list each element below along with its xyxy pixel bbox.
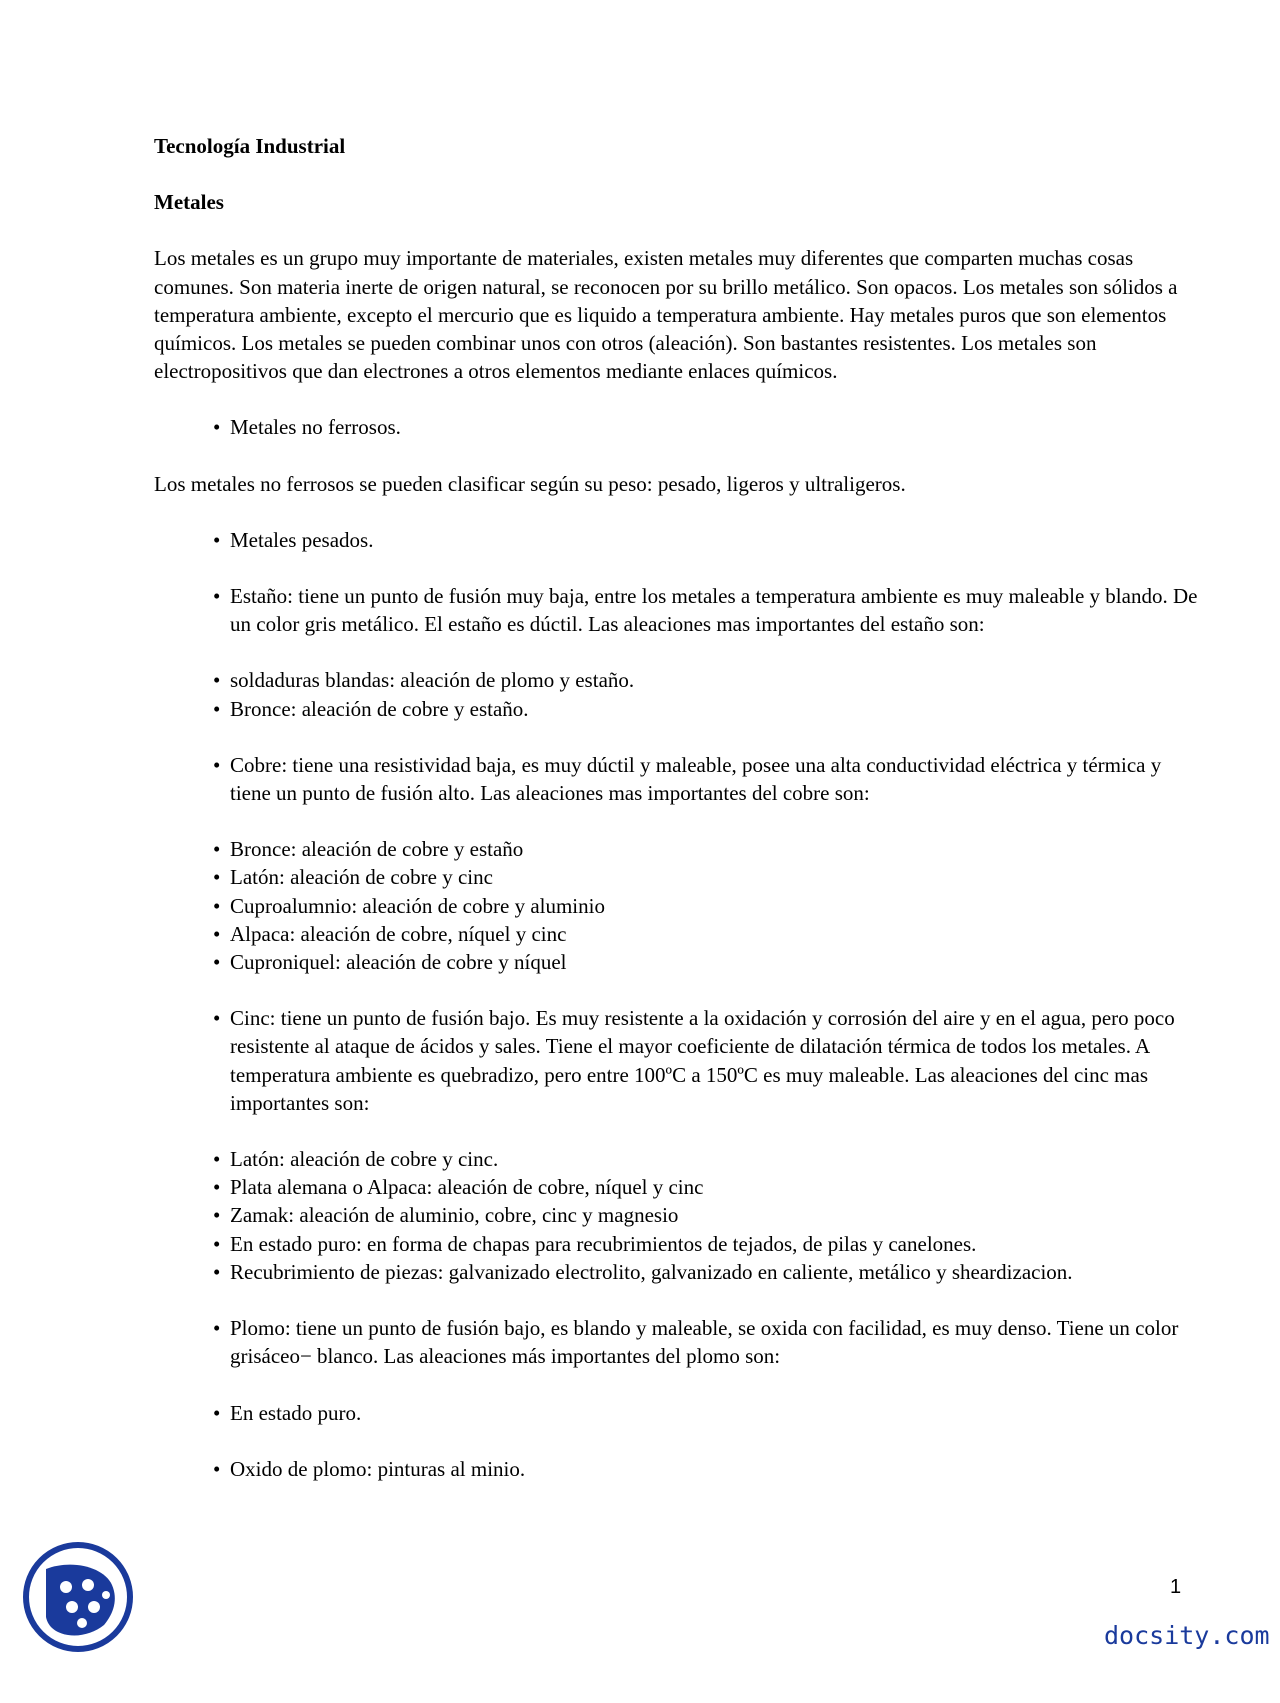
bullet-icon: • (213, 921, 221, 946)
document-title: Tecnología Industrial (154, 134, 346, 158)
list-item: • Zamak: aleación de aluminio, cobre, cinc y magnesio (154, 1201, 1204, 1229)
bullet-icon: • (213, 1175, 221, 1200)
list-item: • Cuproalumnio: aleación de cobre y aluminio (154, 892, 1204, 920)
lead-uses-list-1 (154, 1399, 1204, 1427)
list-item: • Bronce: aleación de cobre y estaño (154, 835, 1204, 863)
bullet-icon: • (213, 696, 221, 721)
copper-alloys-list (154, 835, 1204, 976)
lead-uses-list-2 (154, 1455, 1204, 1483)
tin-alloys-list (154, 666, 1204, 722)
intro-paragraph: Los metales es un grupo muy importante de materiales, existen metales muy diferentes que comparten muchas cosas comunes. Son materia inerte de origen natural, se reconocen por su brillo metálico. Son opacos. Los metales son sólidos a temperatura ambiente, excepto el mercurio que es liquido a temperatura ambiente. Hay metales puros que son elementos químicos. Los metales se pueden combinar unos con otros (aleación). Son bastantes resistentes. Los metales son electropositivos que dan electrones a otros elementos mediante enlaces químicos. (154, 246, 1178, 384)
list-item: • Latón: aleación de cobre y cinc. (154, 1145, 1204, 1173)
docsity-logo-icon[interactable] (22, 1541, 134, 1653)
list-item: • Metales no ferrosos. (154, 413, 1204, 441)
zinc-alloys-list (154, 1145, 1204, 1286)
list-item: • Cuproniquel: aleación de cobre y níquel (154, 948, 1204, 976)
document-body (154, 132, 1204, 1511)
list-item: • Recubrimiento de piezas: galvanizado electrolito, galvanizado en caliente, metálico y sheardizacion. (154, 1258, 1204, 1286)
list-item: • Bronce: aleación de cobre y estaño. (154, 695, 1204, 723)
list-item: • Estaño: tiene un punto de fusión muy baja, entre los metales a temperatura ambiente es muy maleable y blando. De un color gris metálico. El estaño es dúctil. Las aleaciones mas importantes del estaño son: (213, 584, 1198, 637)
list-item: • Cobre: tiene una resistividad baja, es muy dúctil y maleable, posee una alta conductividad eléctrica y térmica y tiene un punto de fusión alto. Las aleaciones mas importantes del cobre son: (213, 752, 1162, 806)
bullet-icon: • (213, 1316, 221, 1341)
copper-description (154, 751, 1204, 807)
list-item: • Latón: aleación de cobre y cinc (154, 863, 1204, 891)
bullet-icon: • (213, 865, 221, 890)
list-item: • Plata alemana o Alpaca: aleación de cobre, níquel y cinc (154, 1173, 1204, 1201)
list-item: • Metales pesados. (154, 526, 1204, 554)
list-item: • En estado puro: en forma de chapas para recubrimientos de tejados, de pilas y canelones. (154, 1230, 1204, 1258)
bullet-list-heavy (154, 526, 1204, 554)
bullet-icon: • (213, 752, 221, 777)
list-item: • soldaduras blandas: aleación de plomo y estaño. (154, 666, 1204, 694)
bullet-icon: • (213, 1259, 221, 1284)
zinc-description (154, 1004, 1204, 1117)
docsity-brand-link[interactable]: docsity.com (1104, 1621, 1270, 1650)
list-item: • En estado puro. (154, 1399, 1204, 1427)
bullet-icon: • (213, 1203, 221, 1228)
bullet-icon: • (213, 837, 221, 862)
page-number: 1 (1170, 1576, 1182, 1598)
bullet-icon: • (213, 584, 221, 609)
tin-description (154, 582, 1204, 638)
list-item: • Cinc: tiene un punto de fusión bajo. Es muy resistente a la oxidación y corrosión del aire y en el agua, pero poco resistente al ataque de ácidos y sales. Tiene el mayor coeficiente de dilatación térmica de todos los metales. A temperatura ambiente es quebradizo, pero entre 100ºC a 150ºC es muy maleable. Las aleaciones del cinc mas importantes son: (213, 1006, 1175, 1115)
bullet-icon: • (213, 1400, 221, 1425)
bullet-icon: • (213, 527, 221, 552)
list-item: • Oxido de plomo: pinturas al minio. (154, 1455, 1204, 1483)
bullet-icon: • (213, 1147, 221, 1172)
bullet-icon: • (213, 893, 221, 918)
list-item: • Plomo: tiene un punto de fusión bajo, es blando y maleable, se oxida con facilidad, es muy denso. Tiene un color grisáceo− blanco. Las aleaciones más importantes del plomo son: (213, 1316, 1179, 1369)
bullet-icon: • (213, 950, 221, 975)
section-heading-metales: Metales (154, 190, 224, 215)
lead-description (154, 1314, 1204, 1370)
bullet-list-nonferrous (154, 413, 1204, 441)
bullet-icon: • (213, 415, 221, 440)
list-item: • Alpaca: aleación de cobre, níquel y cinc (154, 920, 1204, 948)
bullet-icon: • (213, 1456, 221, 1481)
nonferrous-paragraph: Los metales no ferrosos se pueden clasificar según su peso: pesado, ligeros y ultraligeros. (154, 471, 906, 496)
bullet-icon: • (213, 668, 221, 693)
bullet-icon: • (213, 1231, 221, 1256)
bullet-icon: • (213, 1006, 221, 1031)
